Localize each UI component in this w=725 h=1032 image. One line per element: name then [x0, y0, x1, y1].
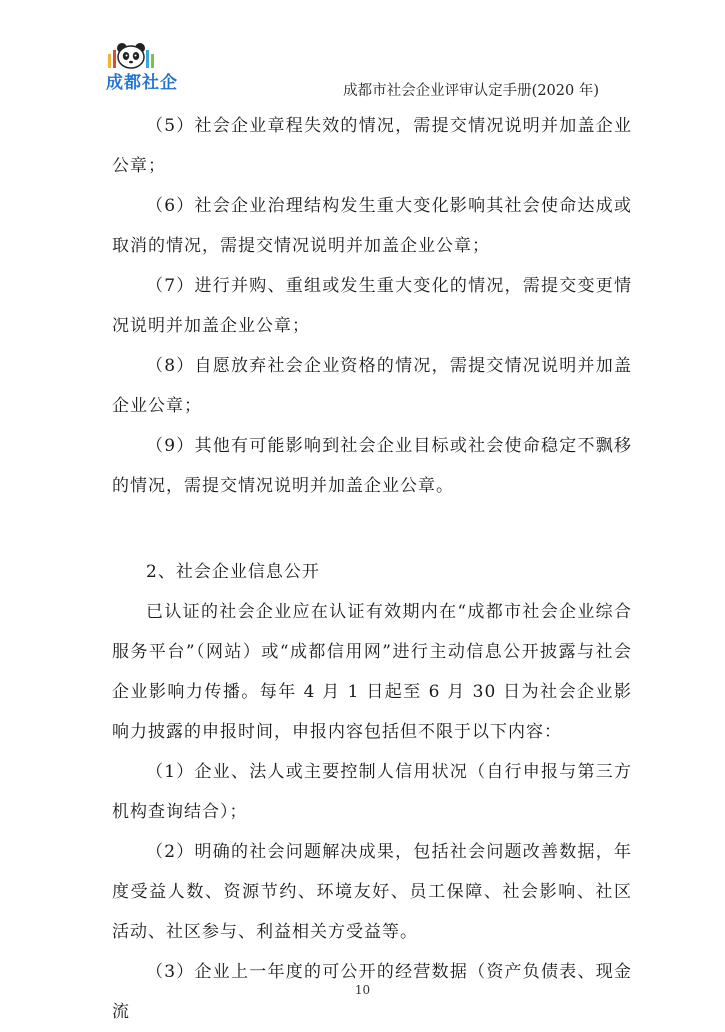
logo-text: 成都社企 — [106, 73, 178, 93]
list-item: （9）其他有可能影响到社会企业目标或社会使命稳定不飘移的情况，需提交情况说明并加盖企业公章。 — [112, 436, 632, 496]
page-number: 10 — [354, 983, 371, 997]
list-item: （7）进行并购、重组或发生重大变化的情况，需提交变更情况说明并加盖企业公章； — [112, 276, 632, 336]
section-intro: 已认证的社会企业应在认证有效期内在“成都市社会企业综合服务平台”（网站）或“成都信用网”进行主动信息公开披露与社会企业影响力传播。每年 4 月 1 日起至 6 月 30 日为社会企业影响力披露的申报时间，申报内容包括但不限于以下内容： — [112, 602, 632, 742]
document-body — [112, 106, 632, 1032]
list-item: （6）社会企业治理结构发生重大变化影响其社会使命达成或取消的情况，需提交情况说明并加盖企业公章； — [112, 196, 632, 256]
list-item: （1）企业、法人或主要控制人信用状况（自行申报与第三方机构查询结合）； — [112, 762, 632, 822]
section-gap — [112, 506, 632, 552]
list-item: （3）企业上一年度的可公开的经营数据（资产负债表、现金流 — [112, 962, 632, 1022]
section-heading: 2、社会企业信息公开 — [146, 562, 320, 582]
document-header-title: 成都市社会企业评审认定手册(2020 年) — [343, 83, 599, 99]
list-item: （2）明确的社会问题解决成果，包括社会问题改善数据，年度受益人数、资源节约、环境友好、员工保障、社会影响、社区活动、社区参与、利益相关方受益等。 — [112, 842, 632, 942]
list-item: （5）社会企业章程失效的情况，需提交情况说明并加盖企业公章； — [112, 116, 632, 176]
list-item: （8）自愿放弃社会企业资格的情况，需提交情况说明并加盖企业公章； — [112, 356, 632, 416]
